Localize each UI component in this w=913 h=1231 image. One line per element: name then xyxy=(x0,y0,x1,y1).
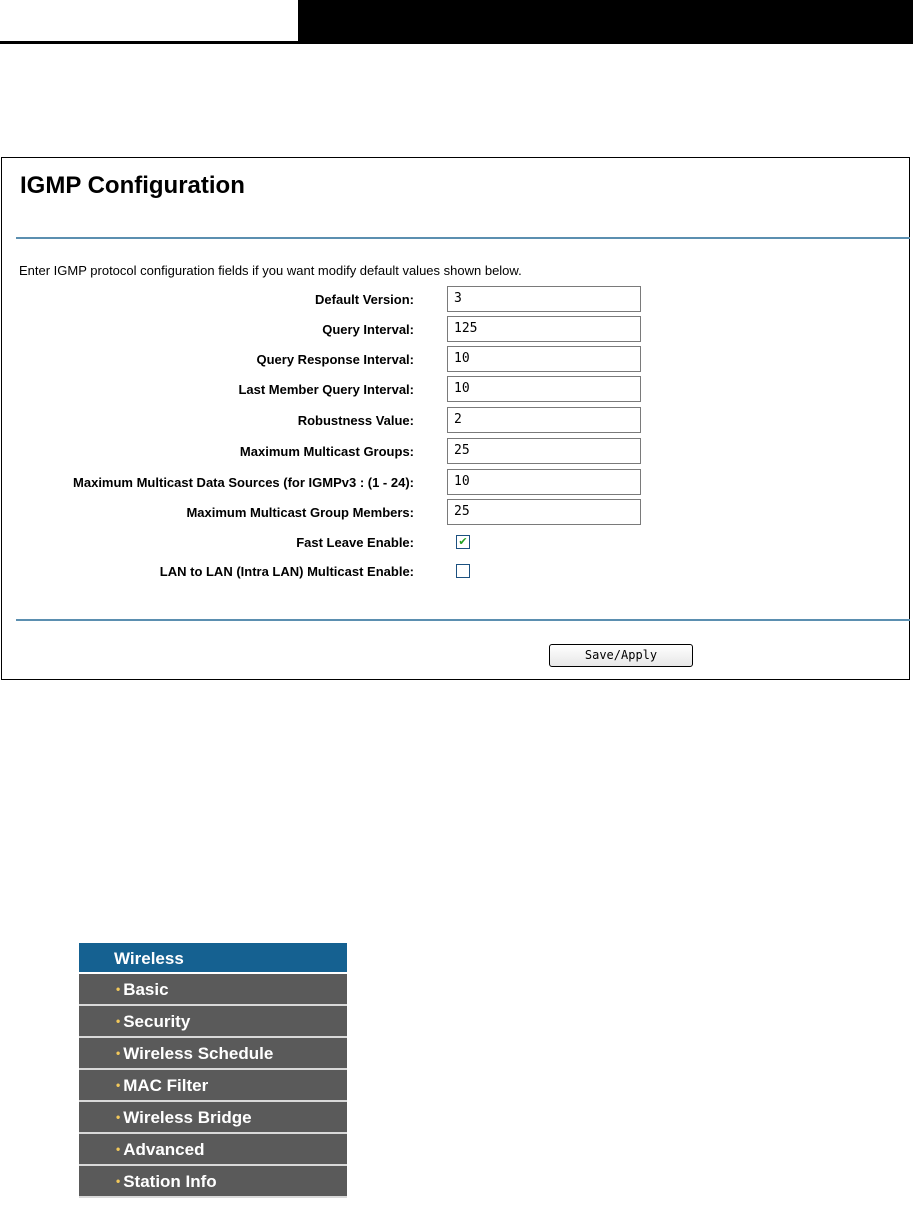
robustness-value-input[interactable]: 2 xyxy=(447,407,641,433)
bullet-icon: • xyxy=(116,1174,121,1188)
field-label: Maximum Multicast Groups: xyxy=(239,444,414,459)
menu-item-basic[interactable] xyxy=(79,974,347,1006)
field-default-version xyxy=(2,286,911,314)
max-multicast-group-members-input[interactable]: 25 xyxy=(447,499,641,525)
field-label: Fast Leave Enable: xyxy=(296,535,414,550)
menu-item-security[interactable] xyxy=(79,1006,347,1038)
field-label: Query Response Interval: xyxy=(256,352,414,367)
lan-to-lan-multicast-checkbox[interactable] xyxy=(456,564,470,578)
bullet-icon: • xyxy=(116,982,121,996)
max-multicast-data-sources-input[interactable]: 10 xyxy=(447,469,641,495)
menu-item-wireless-bridge[interactable] xyxy=(79,1102,347,1134)
fast-leave-checkbox[interactable]: ✔ xyxy=(456,535,470,549)
intro-text: Enter IGMP protocol configuration fields if you want modify default values shown below. xyxy=(19,263,522,278)
bullet-icon: • xyxy=(116,1110,121,1124)
field-lan-to-lan-multicast xyxy=(2,558,911,586)
igmp-configuration-panel xyxy=(1,157,910,680)
field-max-multicast-group-members xyxy=(2,499,911,527)
menu-item-label: Station Info xyxy=(123,1172,217,1191)
menu-item-label: Security xyxy=(123,1012,191,1031)
bullet-icon: • xyxy=(116,1014,121,1028)
divider-top xyxy=(16,237,910,239)
bullet-icon: • xyxy=(116,1078,121,1092)
menu-item-label: MAC Filter xyxy=(123,1076,209,1095)
field-robustness-value xyxy=(2,407,911,435)
field-label: Last Member Query Interval: xyxy=(238,382,414,397)
field-last-member-query-interval xyxy=(2,376,911,404)
field-label: Default Version: xyxy=(315,292,414,307)
field-label: Maximum Multicast Data Sources (for IGMPv3 : (1 - 24): xyxy=(73,475,414,490)
menu-item-wireless-schedule[interactable] xyxy=(79,1038,347,1070)
save-apply-button[interactable]: Save/Apply xyxy=(549,644,693,667)
field-fast-leave-enable xyxy=(2,529,911,557)
menu-item-label: Basic xyxy=(123,980,169,999)
bullet-icon: • xyxy=(116,1142,121,1156)
header-rule xyxy=(0,41,913,44)
divider-bottom xyxy=(16,619,910,621)
menu-item-mac-filter[interactable] xyxy=(79,1070,347,1102)
field-label: Maximum Multicast Group Members: xyxy=(186,505,414,520)
field-max-multicast-data-sources xyxy=(2,469,911,497)
menu-item-station-info[interactable] xyxy=(79,1166,347,1198)
menu-item-label: Wireless Schedule xyxy=(123,1044,274,1063)
menu-header-wireless[interactable]: Wireless xyxy=(79,943,347,974)
field-query-response-interval xyxy=(2,346,911,374)
wireless-menu xyxy=(79,943,347,1198)
menu-item-advanced[interactable] xyxy=(79,1134,347,1166)
last-member-query-interval-input[interactable]: 10 xyxy=(447,376,641,402)
header-black-bar xyxy=(298,0,913,41)
menu-item-label: Wireless Bridge xyxy=(123,1108,252,1127)
field-label: Robustness Value: xyxy=(297,413,414,428)
max-multicast-groups-input[interactable]: 25 xyxy=(447,438,641,464)
default-version-input[interactable]: 3 xyxy=(447,286,641,312)
query-response-interval-input[interactable]: 10 xyxy=(447,346,641,372)
field-label: Query Interval: xyxy=(322,322,414,337)
menu-item-label: Advanced xyxy=(123,1140,205,1159)
field-max-multicast-groups xyxy=(2,438,911,466)
field-label: LAN to LAN (Intra LAN) Multicast Enable: xyxy=(159,564,414,579)
bullet-icon: • xyxy=(116,1046,121,1060)
field-query-interval xyxy=(2,316,911,344)
page-title: IGMP Configuration xyxy=(20,172,245,199)
query-interval-input[interactable]: 125 xyxy=(447,316,641,342)
